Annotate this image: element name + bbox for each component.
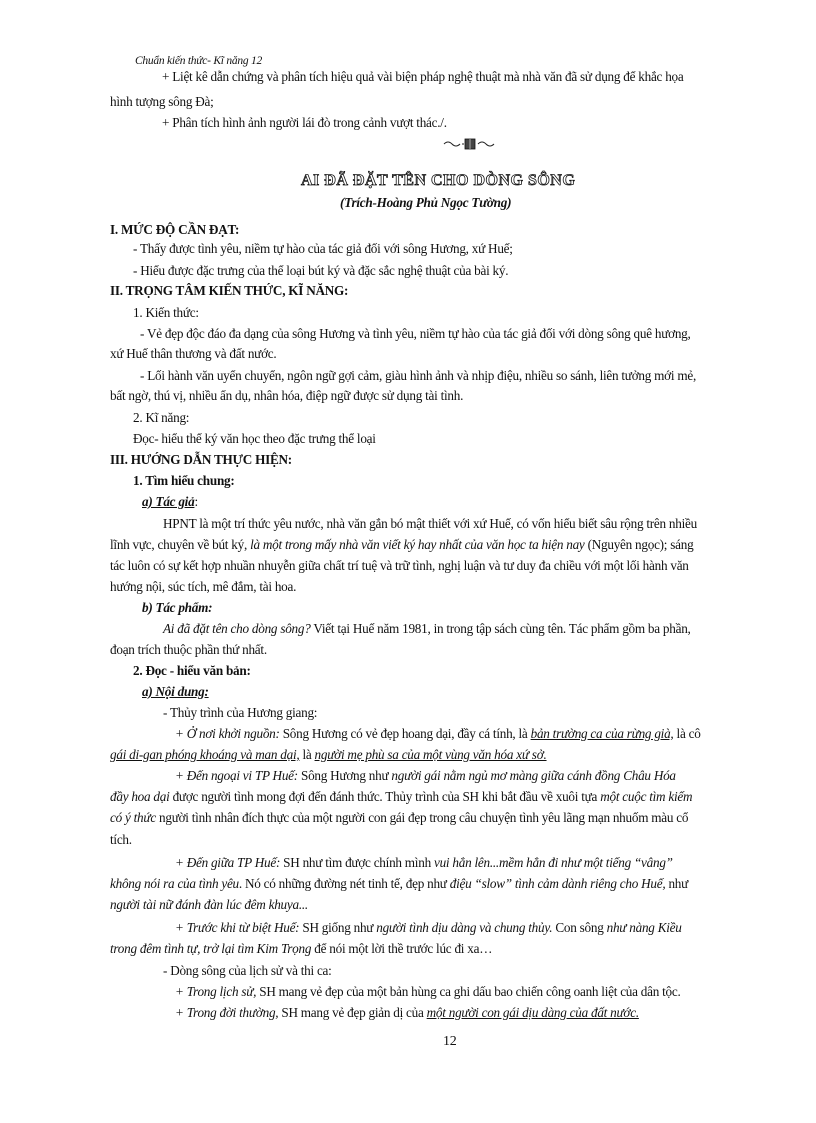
author-heading: a) Tác giả: [142, 494, 195, 509]
text-line: - Lối hành văn uyển chuyển, ngôn ngữ gợi cảm, giàu hình ảnh và nhịp điệu, nhiều so sánh, liên tưởng mới mẻ,: [140, 368, 697, 383]
text-line: đoạn trích thuộc phần thứ nhất.: [110, 642, 267, 657]
text-line: HPNT là một trí thức yêu nước, nhà văn gắn bó mật thiết với xứ Huế, có vốn hiểu biết sâu rộng trên nhiều: [163, 516, 697, 531]
text-line: + Liệt kê dẫn chứng và phân tích hiệu quả vài biện pháp nghệ thuật mà nhà văn đã sử dụng để khắc họa: [162, 69, 684, 84]
text-line: xứ Huế thân thương và đất nước.: [110, 346, 277, 361]
section-heading: II. TRỌNG TÂM KIẾN THỨC, KĨ NĂNG:: [110, 283, 349, 298]
text-line: + Trong đời thường, SH mang vẻ đẹp giản dị của một người con gái dịu dàng của đất nước.: [175, 1005, 639, 1020]
text-line: + Ở nơi khởi nguồn: Sông Hương có vẻ đẹp hoang dại, đầy cá tính, là bản trường ca của rừng già, là cô: [175, 726, 701, 741]
section-heading: I. MỨC ĐỘ CẦN ĐẠT:: [110, 222, 240, 237]
text-line: gái di-gan phóng khoáng và man dại, là người mẹ phù sa của một vùng văn hóa xứ sở.: [110, 747, 547, 762]
section-heading: III. HƯỚNG DẪN THỰC HIỆN:: [110, 452, 292, 467]
text-line: - Hiểu được đặc trưng của thể loại bút ký và đặc sắc nghệ thuật của bài ký.: [133, 263, 509, 278]
text-line: hướng nội, súc tích, mê đắm, tài hoa.: [110, 579, 297, 594]
subsection-heading: a) Tác giả:: [142, 494, 198, 509]
text-line: - Vẻ đẹp độc đáo đa dạng của sông Hương và tình yêu, niềm tự hào của tác giả đối với dòng sông quê hương,: [140, 326, 691, 341]
subsection-heading: 1. Kiến thức:: [133, 305, 199, 320]
subsection-heading: 2. Kĩ năng:: [133, 410, 190, 425]
text-line: + Phân tích hình ảnh người lái đò trong cảnh vượt thác./.: [162, 115, 447, 130]
text-line: có ý thức người tình nhân đích thực của một người con gái đẹp trong câu chuyện tình yêu lãng mạn nhuốm màu cổ: [110, 810, 689, 825]
text-line: đầy hoa dại được người tình mong đợi đến đánh thức. Thủy trình của SH khi bắt đầu về xuôi tựa một cuộc tìm kiếm: [110, 789, 693, 804]
text-line: người tài nữ đánh đàn lúc đêm khuya...: [110, 897, 308, 912]
text-line: + Đến giữa TP Huế: SH như tìm được chính mình vui hẳn lên...mềm hẳn đi như một tiếng “vâng”: [175, 855, 673, 870]
text-line: Đọc- hiểu thể ký văn học theo đặc trưng thể loại: [133, 431, 376, 446]
subsection-heading: a) Nội dung:: [142, 684, 209, 699]
subsection-heading: 1. Tìm hiểu chung:: [133, 473, 235, 488]
text-line: - Thấy được tình yêu, niềm tự hào của tác giả đối với sông Hương, xứ Huế;: [133, 241, 513, 256]
article-title: AI ĐÃ ĐẶT TÊN CHO DÒNG SÔNG: [301, 172, 576, 189]
text-line: lĩnh vực, chuyên về bút ký, là một trong mấy nhà văn viết ký hay nhất của văn học ta hiện nay (Nguyên ngọc); sáng: [110, 537, 694, 552]
subsection-heading: b) Tác phẩm:: [142, 600, 213, 615]
text-line: bất ngờ, thú vị, nhiều ẩn dụ, nhân hóa, điệp ngữ được sử dụng tài tình.: [110, 388, 464, 403]
page-number: 12: [443, 1034, 457, 1049]
text-line: Ai đã đặt tên cho dòng sông? Viết tại Huế năm 1981, in trong tập sách cùng tên. Tác phẩm gồm ba phần,: [163, 621, 691, 636]
text-line: - Dòng sông của lịch sử và thi ca:: [163, 963, 332, 978]
running-header: Chuẩn kiến thức- Kĩ năng 12: [135, 55, 262, 67]
text-line: + Trước khi từ biệt Huế: SH giống như người tình dịu dàng và chung thủy. Con sông như nàng Kiều: [175, 920, 682, 935]
article-subtitle: (Trích-Hoàng Phủ Ngọc Tường): [340, 195, 512, 210]
text-line: không nói ra của tình yêu. Nó có những đường nét tinh tế, đẹp như điệu “slow” tình cảm dành riêng cho Huế, như: [110, 876, 689, 891]
book-ornament-icon: [443, 138, 497, 150]
text-line: hình tượng sông Đà;: [110, 94, 214, 109]
text-line: tích.: [110, 832, 132, 847]
text-line: tác luôn có sự kết hợp nhuần nhuyễn giữa chất trí tuệ và trữ tình, nghị luận và tư duy đa chiều với một lối hành văn: [110, 558, 689, 573]
text-line: + Đến ngoại vi TP Huế: Sông Hương như người gái nằm ngủ mơ màng giữa cánh đồng Châu Hóa: [175, 768, 676, 783]
text-line: + Trong lịch sử, SH mang vẻ đẹp của một bản hùng ca ghi dấu bao chiến công oanh liệt của dân tộc.: [175, 984, 681, 999]
text-line: - Thủy trình của Hương giang:: [163, 705, 318, 720]
text-line: trong đêm tình tự, trở lại tìm Kim Trọng để nói một lời thề trước lúc đi xa…: [110, 941, 493, 956]
subsection-heading: 2. Đọc - hiểu văn bản:: [133, 663, 251, 678]
